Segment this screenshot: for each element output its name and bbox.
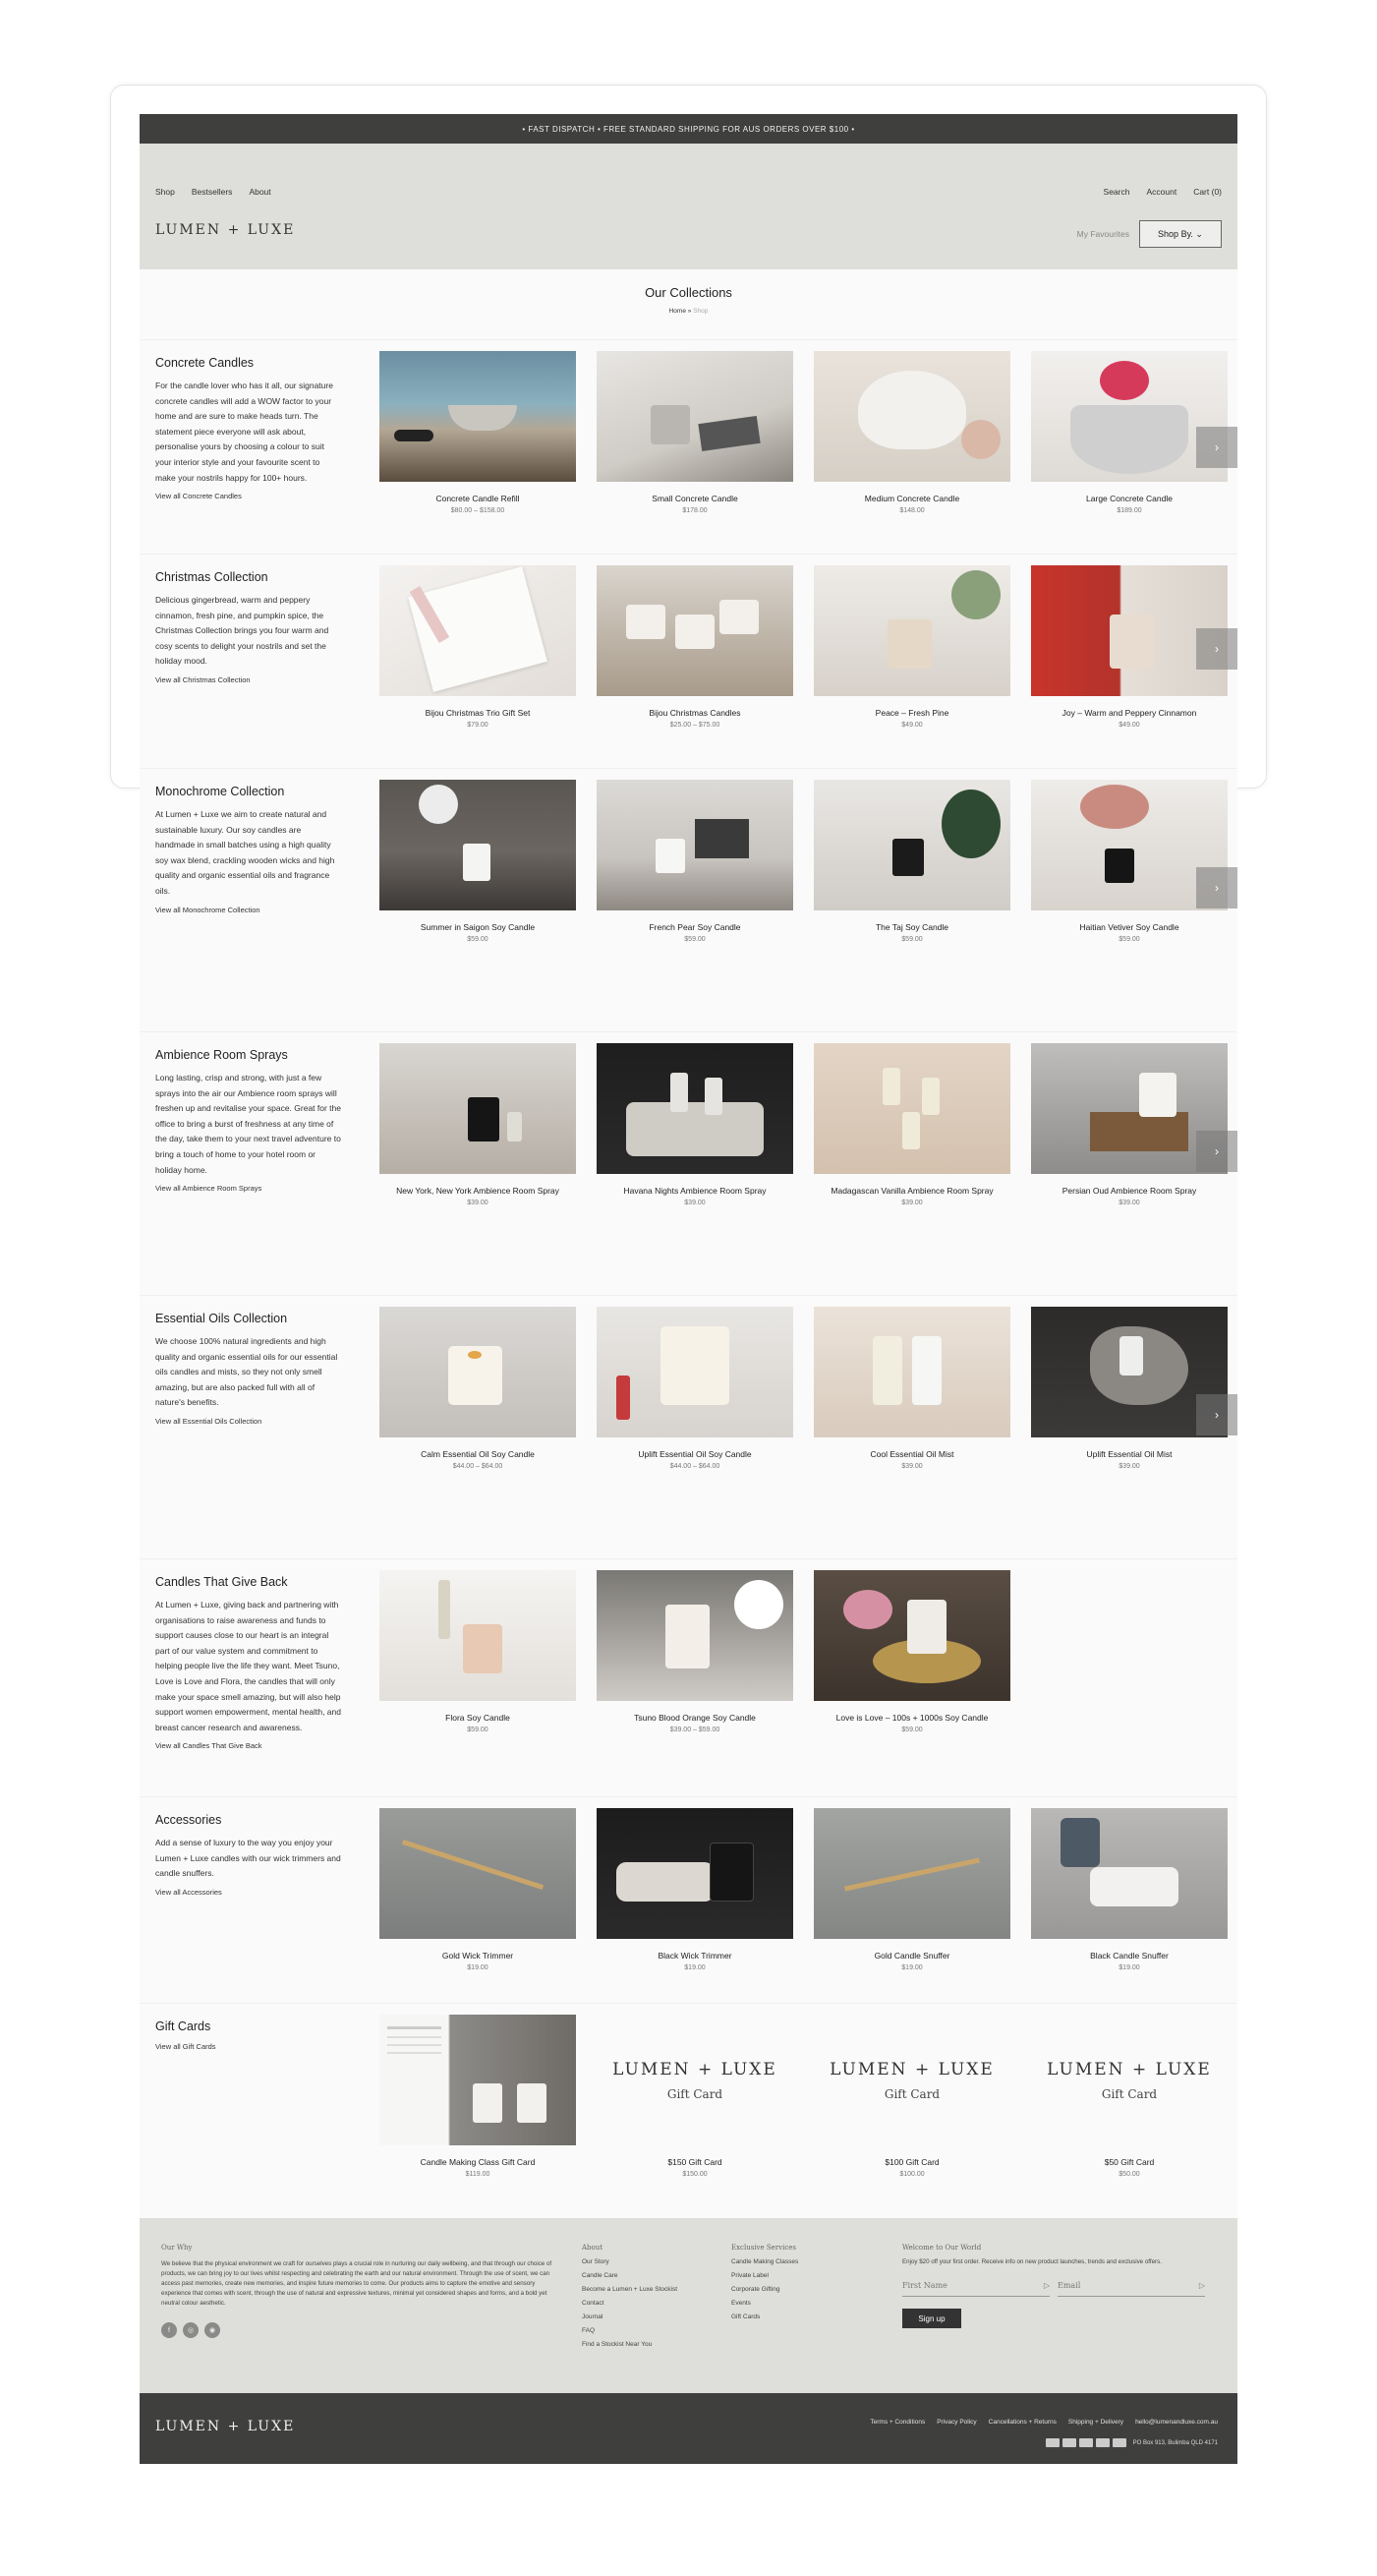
page-title: Our Collections [645,285,732,300]
product-card[interactable] [1031,1043,1228,1206]
product-image[interactable] [379,2015,576,2145]
privacy-link[interactable]: Privacy Policy [937,2419,977,2426]
product-card[interactable] [814,1043,1010,1206]
nav-shop[interactable]: Shop [155,187,175,197]
breadcrumb-current: Shop [693,308,709,315]
collection-title: Essential Oils Collection [155,1312,288,1325]
product-name[interactable]: Joy – Warm and Peppery Cinnamon [1061,708,1197,718]
product-price: $44.00 – $64.00 [669,1463,720,1470]
product-price: $19.00 [684,1964,706,1971]
carousel-next-button[interactable]: › [1196,628,1237,670]
product-name[interactable]: Havana Nights Ambience Room Spray [623,1186,767,1196]
product-card[interactable] [597,1570,793,1733]
footer-link[interactable]: Our Story [582,2258,609,2265]
carousel-next-button[interactable]: › [1196,1394,1237,1435]
product-image[interactable] [814,780,1010,910]
product-price: $39.00 [467,1200,488,1206]
payment-card-icon [1096,2438,1110,2447]
product-name[interactable]: Bijou Christmas Trio Gift Set [425,708,531,718]
footer-about [582,2244,710,2348]
footer-our-why-text: We believe that the physical environment we craft for ourselves plays a crucial role in nurturing our daily wellbeing, and that through our choice of products, we can bring joy to our lives whilst respecting and celebrating the earth and our natural environment. Through the use of scent, we can access past memories, create new memories, and inspire future memories to come. Our products aims to capture the emotive and sensory experience that comes with scent, through the use of natural and expressive textures, minimal yet considered shapes and forms, and a bold yet neutral colour aesthetic. [161,2260,552,2307]
product-price: $79.00 [467,722,488,729]
product-name[interactable]: Uplift Essential Oil Soy Candle [638,1449,752,1459]
site-logo[interactable]: LUMEN + LUXE [155,222,296,238]
product-card[interactable] [1031,780,1228,943]
collection-description: For the candle lover who has it all, our signature concrete candles will add a WOW factor to your home and are sure to make heads turn. The statement piece everyone will ask about, personalise yours by choosing a colour to suit your interior style and your favourite scent to make your nostrils happy for 100+ hours. [155,381,333,483]
product-name[interactable]: Concrete Candle Refill [435,494,520,503]
collection-view-all-link[interactable]: View all Candles That Give Back [155,1741,262,1751]
payment-card-icon [1113,2438,1126,2447]
product-image[interactable] [379,1570,576,1701]
product-name[interactable]: $50 Gift Card [1104,2157,1155,2167]
product-price: $59.00 [1119,936,1140,943]
product-card[interactable] [814,1307,1010,1470]
product-card[interactable] [814,351,1010,514]
announcement-bar: • FAST DISPATCH • FREE STANDARD SHIPPING FOR AUS ORDERS OVER $100 • [140,114,1237,144]
collection-description: Long lasting, crisp and strong, with just a few sprays into the air our Ambience room sprays will freshen up and revitalise your space. Great for the office to bring a burst of freshness at any time of the day, take them to your next travel adventure to bring a touch of home to your hotel room or holiday home. [155,1073,341,1175]
collection-info [155,2020,342,2051]
breadcrumb-home[interactable]: Home [668,308,686,315]
product-price: $59.00 [467,1727,488,1733]
collection-info [155,1312,342,1426]
product-image[interactable] [379,565,576,696]
collection-info [155,785,342,914]
collection-title: Candles That Give Back [155,1575,288,1589]
product-image[interactable] [814,565,1010,696]
footer-link[interactable]: Corporate Gifting [731,2286,780,2293]
email-input[interactable] [1058,2281,1205,2297]
collection-christmas [140,555,1237,769]
product-image[interactable] [597,780,793,910]
gift-card-image[interactable] [1031,2015,1228,2145]
collection-title: Concrete Candles [155,356,255,370]
collection-title: Gift Cards [155,2020,211,2033]
product-image[interactable] [379,780,576,910]
footer-about-title: About [582,2244,603,2252]
shipping-link[interactable]: Shipping + Delivery [1067,2419,1124,2426]
product-name[interactable]: Candle Making Class Gift Card [420,2157,536,2167]
footer-legal-links [870,2419,1218,2426]
collection-description: Add a sense of luxury to the way you enjoy your Lumen + Luxe candles with our wick trimmers and candle snuffers. [155,1838,341,1879]
product-price: $59.00 [901,936,923,943]
product-name[interactable]: Uplift Essential Oil Mist [1086,1449,1173,1459]
product-card[interactable] [1031,2015,1228,2178]
favourites-link[interactable]: My Favourites [1076,229,1129,239]
gift-card-subtitle: Gift Card [884,2087,941,2101]
gift-card-subtitle: Gift Card [1101,2087,1158,2101]
product-name[interactable]: Madagascan Vanilla Ambience Room Spray [831,1186,994,1196]
gift-card-logo: LUMEN + LUXE [1047,2060,1212,2079]
product-price: $119.00 [465,2171,490,2178]
product-price: $44.00 – $64.00 [452,1463,503,1470]
newsletter-form [902,2281,1217,2297]
product-name[interactable]: New York, New York Ambience Room Spray [396,1186,559,1196]
product-name[interactable]: Peace – Fresh Pine [875,708,949,718]
collection-info [155,1813,342,1897]
shop-by-button[interactable]: Shop By. ⌄ [1139,220,1222,248]
breadcrumb-separator: » [685,308,694,315]
collection-view-all-link[interactable]: View all Monochrome Collection [155,905,260,914]
product-price: $80.00 – $158.00 [450,507,505,514]
pinterest-icon[interactable]: ◉ [204,2322,220,2338]
product-image[interactable] [814,1307,1010,1437]
gift-card-logo: LUMEN + LUXE [612,2060,777,2079]
product-image[interactable] [814,1570,1010,1701]
primary-nav [155,187,271,197]
footer-newsletter-text: Enjoy $20 off your first order. Receive info on new product launches, trends and exclusive offers. [902,2258,1162,2265]
product-name[interactable]: Black Candle Snuffer [1090,1951,1169,1961]
nav-about[interactable]: About [249,187,271,197]
product-image[interactable] [379,1307,576,1437]
payment-card-icon [1079,2438,1093,2447]
product-image[interactable] [379,351,576,482]
site-footer [140,2218,1237,2393]
footer-link[interactable]: FAQ [582,2327,596,2334]
collection-description: Delicious gingerbread, warm and peppery cinnamon, fresh pine, and pumpkin spice, the Christmas Collection brings you four warm and cosy scents to delight your nostrils and set the holiday mood. [155,595,329,667]
product-price: $19.00 [467,1964,488,1971]
product-price: $148.00 [899,507,925,514]
product-card[interactable] [379,1307,576,1470]
collection-info [155,356,342,500]
instagram-icon[interactable]: ◎ [183,2322,199,2338]
nav-account[interactable]: Account [1146,187,1177,197]
product-image[interactable] [597,1043,793,1174]
product-card[interactable] [814,565,1010,729]
payment-card-icon [1046,2438,1060,2447]
product-card[interactable] [597,565,793,729]
product-name[interactable]: Haitian Vetiver Soy Candle [1079,922,1179,932]
product-card[interactable] [597,780,793,943]
product-image[interactable] [597,1307,793,1437]
product-card[interactable] [814,1808,1010,1971]
product-card[interactable] [597,351,793,514]
arrow-right-icon[interactable]: ▷ [1043,2281,1050,2290]
footer-newsletter [902,2244,1217,2328]
product-card[interactable] [379,565,576,729]
collection-essential-oils [140,1296,1237,1559]
product-price: $59.00 [467,936,488,943]
footer-link[interactable]: Candle Making Classes [731,2258,799,2265]
carousel-next-button[interactable]: › [1196,1131,1237,1172]
carousel-next-button[interactable]: › [1196,867,1237,908]
product-name[interactable]: Cool Essential Oil Mist [870,1449,954,1459]
product-image[interactable] [597,565,793,696]
product-card[interactable] [814,1570,1010,1733]
collection-accessories [140,1797,1237,2004]
product-image[interactable] [814,1808,1010,1939]
arrow-right-icon[interactable]: ▷ [1198,2281,1205,2290]
footer-our-why-title: Our Why [161,2244,193,2252]
collection-monochrome [140,769,1237,1032]
gift-card-logo: LUMEN + LUXE [830,2060,995,2079]
product-name[interactable]: Bijou Christmas Candles [649,708,741,718]
collection-candles-that-give-back [140,1559,1237,1797]
product-card[interactable] [1031,1307,1228,1470]
product-price: $100.00 [899,2171,925,2178]
product-name[interactable]: Gold Candle Snuffer [874,1951,950,1961]
collection-view-all-link[interactable]: View all Essential Oils Collection [155,1416,262,1426]
product-name[interactable]: Calm Essential Oil Soy Candle [421,1449,535,1459]
product-price: $39.00 [901,1200,923,1206]
product-card[interactable] [379,780,576,943]
product-card[interactable] [379,1570,576,1733]
product-name[interactable]: The Taj Soy Candle [875,922,949,932]
email-placeholder: Email [1058,2281,1081,2290]
footer-link[interactable]: Journal [582,2313,603,2320]
product-name[interactable]: Gold Wick Trimmer [441,1951,514,1961]
footer-link[interactable]: Candle Care [582,2272,618,2279]
product-image[interactable] [379,1043,576,1174]
footer-newsletter-title: Welcome to Our World [902,2244,982,2252]
product-name[interactable]: Flora Soy Candle [445,1713,510,1723]
product-name[interactable]: Love is Love – 100s + 1000s Soy Candle [835,1713,989,1723]
footer-services [731,2244,859,2320]
page-header [140,269,1237,340]
first-name-placeholder: First Name [902,2281,947,2290]
product-price: $19.00 [901,1964,923,1971]
gift-card-image[interactable] [814,2015,1010,2145]
collection-view-all-link[interactable]: View all Concrete Candles [155,492,242,501]
product-card[interactable] [379,1808,576,1971]
product-price: $39.00 [901,1463,923,1470]
product-card[interactable] [597,2015,793,2178]
product-price: $50.00 [1119,2171,1140,2178]
product-card[interactable] [597,1043,793,1206]
product-image[interactable] [1031,1808,1228,1939]
product-image[interactable] [597,351,793,482]
collection-info [155,570,342,684]
payment-card-icon [1062,2438,1076,2447]
product-name[interactable]: Tsuno Blood Orange Soy Candle [634,1713,756,1723]
collection-view-all-link[interactable]: View all Christmas Collection [155,674,251,684]
product-price: $39.00 [1119,1463,1140,1470]
payment-methods [1046,2438,1218,2447]
footer-link[interactable]: Become a Lumen + Luxe Stockist [582,2286,678,2293]
product-name[interactable]: Medium Concrete Candle [864,494,960,503]
product-name[interactable]: Black Wick Trimmer [658,1951,732,1961]
facebook-icon[interactable]: f [161,2322,177,2338]
product-image[interactable] [814,1043,1010,1174]
product-image[interactable] [597,1570,793,1701]
product-price: $59.00 [684,936,706,943]
collection-view-all-link[interactable]: View all Ambience Room Sprays [155,1184,262,1194]
breadcrumb [140,308,1237,315]
site-header [140,144,1237,269]
footer-link[interactable]: Events [731,2300,751,2307]
collection-gift-cards [140,2004,1237,2218]
postal-address: PO Box 913, Bulimba QLD 4171 [1132,2439,1218,2446]
footer-link[interactable]: Private Label [731,2272,769,2279]
collection-view-all-link[interactable]: View all Gift Cards [155,2042,216,2051]
gift-card-image[interactable] [597,2015,793,2145]
product-name[interactable]: French Pear Soy Candle [649,922,741,932]
product-price: $49.00 [1119,722,1140,729]
product-price: $49.00 [901,722,923,729]
product-card[interactable] [379,1043,576,1206]
collection-title: Accessories [155,1813,222,1827]
collection-description: At Lumen + Luxe, giving back and partnering with organisations to raise awareness and funds to support causes close to our heart is an integral part of our value system and commitment to helping people live the life they want. Meet Tsuno, Love is Love and Flora, the candles that will only make your space smell amazing, but will also help support women empowerment, mental health, and breast cancer research and awareness. [155,1600,341,1732]
terms-link[interactable]: Terms + Conditions [870,2419,926,2426]
product-card[interactable] [814,780,1010,943]
product-card[interactable] [379,2015,576,2178]
product-price: $59.00 [901,1727,923,1733]
product-price: $39.00 [1119,1200,1140,1206]
product-card[interactable] [597,1307,793,1470]
collection-info [155,1575,342,1750]
gift-card-subtitle: Gift Card [666,2087,723,2101]
collection-concrete-candles [140,340,1237,555]
footer-services-title: Exclusive Services [731,2244,797,2252]
product-price: $39.00 – $59.00 [669,1727,720,1733]
collection-info [155,1048,342,1193]
product-price: $178.00 [682,507,708,514]
footer-logo[interactable]: LUMEN + LUXE [155,2419,296,2434]
product-name[interactable]: Summer in Saigon Soy Candle [420,922,536,932]
email-link[interactable]: hello@lumenandluxe.com.au [1135,2419,1218,2426]
collection-view-all-link[interactable]: View all Accessories [155,1887,222,1897]
footer-our-why [161,2244,564,2338]
product-image[interactable] [379,1808,576,1939]
collection-ambience-room-sprays [140,1032,1237,1296]
product-name[interactable]: Small Concrete Candle [652,494,738,503]
collection-title: Monochrome Collection [155,785,285,798]
collection-title: Christmas Collection [155,570,268,584]
carousel-next-button[interactable]: › [1196,427,1237,468]
product-card[interactable] [1031,1808,1228,1971]
product-name[interactable]: $150 Gift Card [667,2157,722,2167]
footer-link[interactable]: Find a Stockist Near You [582,2341,653,2348]
product-price: $39.00 [684,1200,706,1206]
footer-link[interactable]: Contact [582,2300,604,2307]
footer-bottom-bar [140,2393,1237,2464]
product-image[interactable] [814,351,1010,482]
signup-button[interactable]: Sign up [902,2309,961,2328]
nav-cart[interactable]: Cart (0) [1193,187,1222,197]
collection-title: Ambience Room Sprays [155,1048,288,1062]
product-card[interactable] [814,2015,1010,2178]
site-container [140,114,1237,2464]
social-links [161,2322,564,2338]
collection-description: We choose 100% natural ingredients and high quality and organic essential oils for our essential oils candles and mists, so they not only smell amazing, but are also packed full with all of nature's benefits. [155,1336,338,1408]
product-price: $150.00 [682,2171,708,2178]
product-name[interactable]: Large Concrete Candle [1086,494,1173,503]
utility-nav [1104,187,1222,197]
product-name[interactable]: $100 Gift Card [885,2157,940,2167]
footer-link[interactable]: Gift Cards [731,2313,761,2320]
product-image[interactable] [597,1808,793,1939]
nav-search[interactable]: Search [1103,187,1130,197]
first-name-input[interactable] [902,2281,1050,2297]
cancellations-link[interactable]: Cancellations + Returns [988,2419,1057,2426]
product-price: $25.00 – $75.00 [669,722,720,729]
product-card[interactable] [597,1808,793,1971]
product-card[interactable] [379,351,576,514]
product-price: $189.00 [1117,507,1142,514]
nav-bestsellers[interactable]: Bestsellers [191,187,233,197]
collection-description: At Lumen + Luxe we aim to create natural and sustainable luxury. Our soy candles are handmade in small batches using a high quality soy wax blend, crackling wooden wicks and high quality and organic essential oils and fragrance oils. [155,809,335,896]
product-price: $19.00 [1119,1964,1140,1971]
product-name[interactable]: Persian Oud Ambience Room Spray [1061,1186,1197,1196]
